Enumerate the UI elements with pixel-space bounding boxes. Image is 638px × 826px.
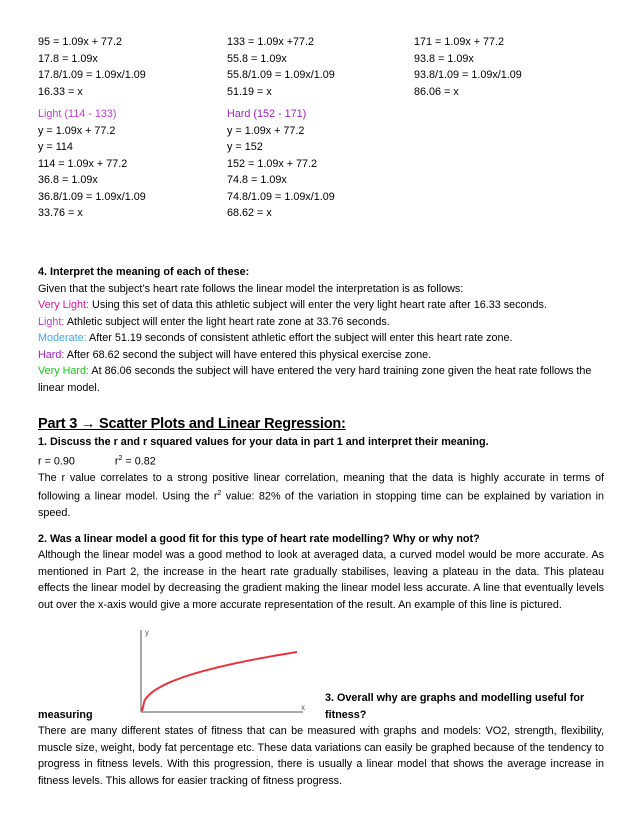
zone-label-hard: Hard (152 - 171) (227, 108, 307, 120)
calc-line: 17.8 = 1.09x (38, 52, 98, 65)
calc-line: 114 = 1.09x + 77.2 (38, 157, 128, 170)
q4-item-very-hard (38, 363, 604, 396)
r-value: r = 0.90 (38, 455, 75, 468)
q3-heading-left: measuring (38, 708, 93, 721)
calc-line: 74.8/1.09 = 1.09x/1.09 (227, 190, 335, 203)
q3-heading-line-1: 3. Overall why are graphs and modelling useful for (325, 692, 585, 704)
calc-line: 93.8 = 1.09x (414, 52, 474, 65)
calc-line: y = 1.09x + 77.2 (38, 124, 116, 137)
calc-line: 68.62 = x (227, 207, 272, 219)
question-3-section (38, 690, 604, 789)
item-label: Very Light: (38, 299, 90, 311)
calc-column-1 (38, 34, 233, 222)
question-4-section (38, 264, 604, 396)
q2-heading: 2. Was a linear model a good fit for this type of heart rate modelling? Why or why not? (38, 532, 480, 545)
calc-line: 17.8/1.09 = 1.09x/1.09 (38, 69, 146, 81)
q2-body: Although the linear model was a good method to look at averaged data, a curved model would be more accurate. As mentioned in Part 2, the increase in the heart rate gradually stabilises, leaving a plateau in the data. This plateau effects the linear model by decreasing the gradient making the linear model less accurate. A line that eventually levels out over the x-axis would give a more accurate representation of the result. An example of this line is pictured. (38, 549, 604, 611)
r2-label: r (114, 455, 119, 468)
q4-item-light (38, 314, 604, 331)
part-3-section (38, 414, 604, 613)
calc-line: 51.19 = x (227, 85, 272, 98)
calc-line: 133 = 1.09x +77.2 (227, 36, 315, 48)
graph-x-label: x (301, 703, 305, 712)
calc-line: 55.8/1.09 = 1.09x/1.09 (227, 69, 335, 81)
calc-line: 33.76 = x (38, 207, 83, 219)
item-label: Very Hard: (38, 365, 90, 377)
calc-line: 55.8 = 1.09x (227, 52, 287, 65)
calc-column-3 (414, 34, 609, 100)
item-text: After 68.62 second the subject will have entered this physical exercise zone. (64, 348, 432, 361)
item-label: Hard: (38, 348, 65, 361)
q4-intro: Given that the subject’s heart rate follows the linear model the interpretation is as follows: (38, 282, 464, 295)
calc-line: 171 = 1.09x + 77.2 (414, 36, 505, 48)
calc-line: 36.8 = 1.09x (38, 174, 98, 186)
item-text: After 51.19 seconds of consistent athletic effort the subject will enter this heart rate zone. (86, 332, 513, 344)
q3-heading-right: fitness? (325, 708, 367, 721)
calc-line: y = 114 (38, 141, 73, 153)
calc-column-2 (227, 34, 422, 222)
graph-y-label: y (145, 628, 149, 637)
calc-line: 16.33 = x (38, 85, 83, 98)
item-text: Athletic subject will enter the light heart rate zone at 33.76 seconds. (64, 315, 390, 328)
item-text: Using this set of data this athletic subject will enter the very light heart rate after 16.33 seconds. (89, 299, 547, 311)
calc-line: 93.8/1.09 = 1.09x/1.09 (414, 69, 522, 81)
q3-heading-line-2 (38, 707, 604, 724)
q1-body-a: The r value correlates to a strong positive linear correlation, meaning that the data is highly accurate in terms of following a linear model. Using the r (38, 471, 604, 503)
q1-heading: 1. Discuss the r and r squared values for your data in part 1 and interpret their meaning. (38, 436, 489, 448)
q1-body-superscript: 2 (217, 490, 222, 498)
q3-body: There are many different states of fitness that can be measured with graphs and models: VO2, strength, flexibility, muscle size, weight, body fat percentage etc. These data variations can easily be graphed because of the tendency to progress in fitness levels. With this progression, there is usually a linear model that shows the average increase in fitness levels. This allows for easier tracking of fitness progress. (38, 725, 604, 787)
calc-line: 86.06 = x (414, 85, 459, 98)
r2-superscript: 2 (118, 454, 123, 462)
part-3-title: Part 3 → Scatter Plots and Linear Regression: (38, 416, 346, 432)
r2-value: = 0.82 (122, 455, 156, 468)
q4-item-very-light (38, 297, 604, 314)
calc-line: 36.8/1.09 = 1.09x/1.09 (38, 190, 146, 203)
calc-line: y = 1.09x + 77.2 (227, 124, 305, 137)
q4-heading: 4. Interpret the meaning of each of these: (38, 266, 250, 278)
calc-line: 74.8 = 1.09x (227, 174, 287, 186)
zone-label-light: Light (114 - 133) (38, 108, 117, 120)
calc-line: 152 = 1.09x + 77.2 (227, 157, 318, 170)
item-label: Moderate: (38, 332, 87, 344)
calc-line: 95 = 1.09x + 77.2 (38, 36, 123, 48)
r-values-line (38, 451, 604, 470)
calc-line: y = 152 (227, 141, 263, 153)
q4-item-moderate (38, 330, 604, 347)
q1-body (38, 470, 604, 522)
q4-item-hard (38, 347, 604, 364)
item-text: At 86.06 seconds the subject will have entered the very hard training zone given the heat rate follows the linear model. (38, 365, 592, 394)
q1-body-b: value: 82% of the variation in stopping time can be explained by variation in speed. (38, 490, 604, 520)
item-label: Light: (38, 315, 65, 328)
